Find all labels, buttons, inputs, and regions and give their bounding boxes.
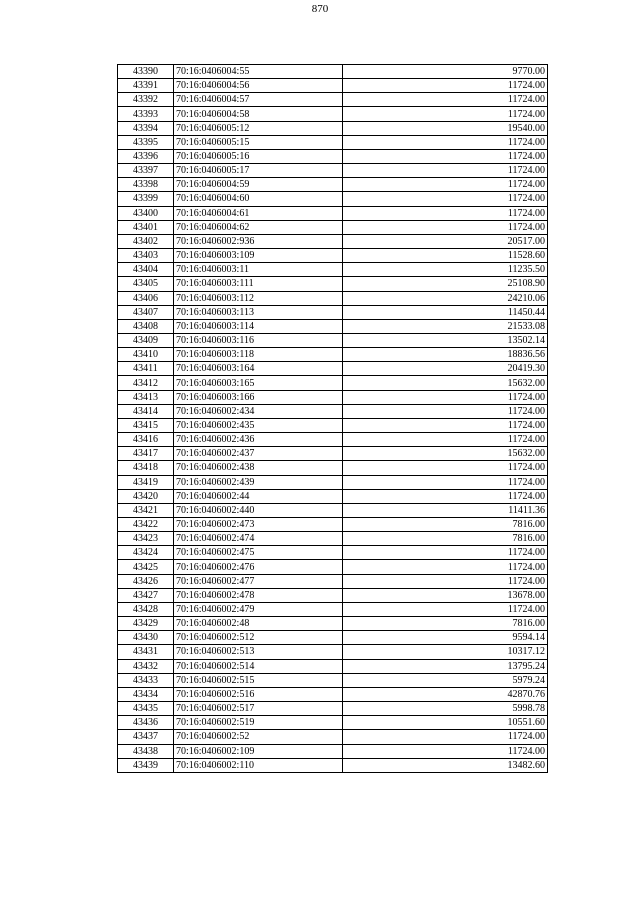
cadastral-number-cell: 70:16:0406003:166 <box>174 390 343 404</box>
value-cell: 11724.00 <box>343 461 548 475</box>
row-number-cell: 43410 <box>118 348 174 362</box>
value-cell: 15632.00 <box>343 447 548 461</box>
row-number-cell: 43439 <box>118 758 174 772</box>
row-number-cell: 43405 <box>118 277 174 291</box>
value-cell: 11724.00 <box>343 192 548 206</box>
value-cell: 10317.12 <box>343 645 548 659</box>
row-number-cell: 43429 <box>118 617 174 631</box>
cadastral-number-cell: 70:16:0406003:164 <box>174 362 343 376</box>
value-cell: 11724.00 <box>343 546 548 560</box>
table-row <box>118 560 548 574</box>
cadastral-number-cell: 70:16:0406002:110 <box>174 758 343 772</box>
cadastral-number-cell: 70:16:0406002:440 <box>174 503 343 517</box>
value-cell: 24210.06 <box>343 291 548 305</box>
row-number-cell: 43397 <box>118 164 174 178</box>
value-cell: 11411.36 <box>343 503 548 517</box>
table-row <box>118 93 548 107</box>
value-cell: 11724.00 <box>343 560 548 574</box>
value-cell: 11528.60 <box>343 249 548 263</box>
cadastral-number-cell: 70:16:0406002:516 <box>174 687 343 701</box>
value-cell: 11724.00 <box>343 404 548 418</box>
cadastral-number-cell: 70:16:0406004:57 <box>174 93 343 107</box>
row-number-cell: 43398 <box>118 178 174 192</box>
cadastral-number-cell: 70:16:0406003:116 <box>174 333 343 347</box>
row-number-cell: 43408 <box>118 319 174 333</box>
cadastral-number-cell: 70:16:0406002:936 <box>174 234 343 248</box>
value-cell: 11450.44 <box>343 305 548 319</box>
cadastral-number-cell: 70:16:0406004:56 <box>174 79 343 93</box>
cadastral-number-cell: 70:16:0406002:109 <box>174 744 343 758</box>
table-row <box>118 645 548 659</box>
row-number-cell: 43393 <box>118 107 174 121</box>
row-number-cell: 43425 <box>118 560 174 574</box>
table-row <box>118 291 548 305</box>
cadastral-number-cell: 70:16:0406003:112 <box>174 291 343 305</box>
cadastral-number-cell: 70:16:0406002:435 <box>174 418 343 432</box>
table-row <box>118 79 548 93</box>
cadastral-number-cell: 70:16:0406003:109 <box>174 249 343 263</box>
row-number-cell: 43432 <box>118 659 174 673</box>
row-number-cell: 43431 <box>118 645 174 659</box>
value-cell: 7816.00 <box>343 532 548 546</box>
value-cell: 11724.00 <box>343 433 548 447</box>
row-number-cell: 43415 <box>118 418 174 432</box>
table-row <box>118 702 548 716</box>
table-row <box>118 178 548 192</box>
table-row <box>118 631 548 645</box>
cadastral-number-cell: 70:16:0406003:113 <box>174 305 343 319</box>
cadastral-number-cell: 70:16:0406004:62 <box>174 220 343 234</box>
cadastral-number-cell: 70:16:0406002:478 <box>174 588 343 602</box>
cadastral-number-cell: 70:16:0406003:114 <box>174 319 343 333</box>
cadastral-number-cell: 70:16:0406004:55 <box>174 65 343 79</box>
cadastral-number-cell: 70:16:0406002:479 <box>174 602 343 616</box>
table-row <box>118 617 548 631</box>
value-cell: 9594.14 <box>343 631 548 645</box>
table-row <box>118 362 548 376</box>
cadastral-number-cell: 70:16:0406002:44 <box>174 489 343 503</box>
row-number-cell: 43418 <box>118 461 174 475</box>
value-cell: 11724.00 <box>343 164 548 178</box>
table-row <box>118 687 548 701</box>
cadastral-number-cell: 70:16:0406002:436 <box>174 433 343 447</box>
cadastral-number-cell: 70:16:0406002:513 <box>174 645 343 659</box>
value-cell: 25108.90 <box>343 277 548 291</box>
value-cell: 9770.00 <box>343 65 548 79</box>
cadastral-number-cell: 70:16:0406002:438 <box>174 461 343 475</box>
row-number-cell: 43436 <box>118 716 174 730</box>
cadastral-value-table <box>117 64 548 773</box>
row-number-cell: 43411 <box>118 362 174 376</box>
table-row <box>118 107 548 121</box>
value-cell: 20517.00 <box>343 234 548 248</box>
cadastral-number-cell: 70:16:0406002:512 <box>174 631 343 645</box>
value-cell: 20419.30 <box>343 362 548 376</box>
row-number-cell: 43412 <box>118 376 174 390</box>
table-row <box>118 249 548 263</box>
cadastral-number-cell: 70:16:0406005:17 <box>174 164 343 178</box>
table-row <box>118 206 548 220</box>
cadastral-number-cell: 70:16:0406002:473 <box>174 518 343 532</box>
value-cell: 11724.00 <box>343 107 548 121</box>
table-row <box>118 390 548 404</box>
table-row <box>118 121 548 135</box>
value-cell: 42870.76 <box>343 687 548 701</box>
table-row <box>118 149 548 163</box>
table-row <box>118 716 548 730</box>
value-cell: 11724.00 <box>343 149 548 163</box>
row-number-cell: 43394 <box>118 121 174 135</box>
page-number: 870 <box>311 3 329 15</box>
row-number-cell: 43416 <box>118 433 174 447</box>
row-number-cell: 43404 <box>118 263 174 277</box>
cadastral-number-cell: 70:16:0406002:514 <box>174 659 343 673</box>
value-cell: 5979.24 <box>343 673 548 687</box>
cadastral-number-cell: 70:16:0406005:16 <box>174 149 343 163</box>
table-row <box>118 673 548 687</box>
value-cell: 11724.00 <box>343 390 548 404</box>
row-number-cell: 43413 <box>118 390 174 404</box>
row-number-cell: 43396 <box>118 149 174 163</box>
row-number-cell: 43426 <box>118 574 174 588</box>
row-number-cell: 43407 <box>118 305 174 319</box>
cadastral-number-cell: 70:16:0406002:519 <box>174 716 343 730</box>
cadastral-number-cell: 70:16:0406002:434 <box>174 404 343 418</box>
table-row <box>118 489 548 503</box>
table-row <box>118 659 548 673</box>
table-body <box>118 65 548 773</box>
cadastral-number-cell: 70:16:0406002:477 <box>174 574 343 588</box>
row-number-cell: 43419 <box>118 475 174 489</box>
row-number-cell: 43417 <box>118 447 174 461</box>
value-cell: 13482.60 <box>343 758 548 772</box>
value-cell: 13502.14 <box>343 333 548 347</box>
table-row <box>118 135 548 149</box>
cadastral-number-cell: 70:16:0406002:475 <box>174 546 343 560</box>
value-cell: 15632.00 <box>343 376 548 390</box>
value-cell: 11724.00 <box>343 418 548 432</box>
cadastral-number-cell: 70:16:0406002:437 <box>174 447 343 461</box>
row-number-cell: 43437 <box>118 730 174 744</box>
table-row <box>118 305 548 319</box>
row-number-cell: 43401 <box>118 220 174 234</box>
cadastral-number-cell: 70:16:0406002:48 <box>174 617 343 631</box>
table-row <box>118 164 548 178</box>
table-row <box>118 461 548 475</box>
row-number-cell: 43434 <box>118 687 174 701</box>
cadastral-number-cell: 70:16:0406002:517 <box>174 702 343 716</box>
value-cell: 7816.00 <box>343 518 548 532</box>
cadastral-number-cell: 70:16:0406002:476 <box>174 560 343 574</box>
row-number-cell: 43420 <box>118 489 174 503</box>
row-number-cell: 43391 <box>118 79 174 93</box>
cadastral-number-cell: 70:16:0406003:118 <box>174 348 343 362</box>
table-row <box>118 433 548 447</box>
table-row <box>118 333 548 347</box>
table-row <box>118 277 548 291</box>
table-row <box>118 758 548 772</box>
cadastral-number-cell: 70:16:0406005:15 <box>174 135 343 149</box>
value-cell: 21533.08 <box>343 319 548 333</box>
row-number-cell: 43395 <box>118 135 174 149</box>
value-cell: 11724.00 <box>343 475 548 489</box>
row-number-cell: 43438 <box>118 744 174 758</box>
table-row <box>118 447 548 461</box>
table-row <box>118 418 548 432</box>
table-row <box>118 404 548 418</box>
row-number-cell: 43392 <box>118 93 174 107</box>
value-cell: 11724.00 <box>343 79 548 93</box>
row-number-cell: 43428 <box>118 602 174 616</box>
table-row <box>118 65 548 79</box>
table-row <box>118 376 548 390</box>
row-number-cell: 43427 <box>118 588 174 602</box>
value-cell: 11724.00 <box>343 135 548 149</box>
table-row <box>118 546 548 560</box>
value-cell: 5998.78 <box>343 702 548 716</box>
value-cell: 19540.00 <box>343 121 548 135</box>
row-number-cell: 43424 <box>118 546 174 560</box>
value-cell: 13678.00 <box>343 588 548 602</box>
cadastral-number-cell: 70:16:0406002:474 <box>174 532 343 546</box>
row-number-cell: 43430 <box>118 631 174 645</box>
value-cell: 11724.00 <box>343 178 548 192</box>
row-number-cell: 43390 <box>118 65 174 79</box>
table-row <box>118 263 548 277</box>
row-number-cell: 43435 <box>118 702 174 716</box>
value-cell: 11724.00 <box>343 489 548 503</box>
value-cell: 11724.00 <box>343 730 548 744</box>
table-row <box>118 220 548 234</box>
table-row <box>118 744 548 758</box>
table-row <box>118 574 548 588</box>
value-cell: 11724.00 <box>343 574 548 588</box>
value-cell: 18836.56 <box>343 348 548 362</box>
cadastral-number-cell: 70:16:0406002:515 <box>174 673 343 687</box>
row-number-cell: 43423 <box>118 532 174 546</box>
value-cell: 11724.00 <box>343 93 548 107</box>
cadastral-number-cell: 70:16:0406004:60 <box>174 192 343 206</box>
row-number-cell: 43406 <box>118 291 174 305</box>
table-row <box>118 475 548 489</box>
cadastral-number-cell: 70:16:0406002:439 <box>174 475 343 489</box>
table-row <box>118 730 548 744</box>
row-number-cell: 43402 <box>118 234 174 248</box>
table-row <box>118 319 548 333</box>
cadastral-number-cell: 70:16:0406003:111 <box>174 277 343 291</box>
table-row <box>118 348 548 362</box>
cadastral-number-cell: 70:16:0406003:165 <box>174 376 343 390</box>
row-number-cell: 43421 <box>118 503 174 517</box>
row-number-cell: 43399 <box>118 192 174 206</box>
table-row <box>118 602 548 616</box>
value-cell: 11724.00 <box>343 744 548 758</box>
row-number-cell: 43422 <box>118 518 174 532</box>
value-cell: 11724.00 <box>343 206 548 220</box>
value-cell: 10551.60 <box>343 716 548 730</box>
value-cell: 7816.00 <box>343 617 548 631</box>
cadastral-number-cell: 70:16:0406004:58 <box>174 107 343 121</box>
value-cell: 11235.50 <box>343 263 548 277</box>
value-cell: 11724.00 <box>343 602 548 616</box>
table-row <box>118 518 548 532</box>
cadastral-number-cell: 70:16:0406004:61 <box>174 206 343 220</box>
row-number-cell: 43403 <box>118 249 174 263</box>
row-number-cell: 43433 <box>118 673 174 687</box>
table-row <box>118 234 548 248</box>
table-row <box>118 588 548 602</box>
value-cell: 13795.24 <box>343 659 548 673</box>
cadastral-number-cell: 70:16:0406002:52 <box>174 730 343 744</box>
row-number-cell: 43400 <box>118 206 174 220</box>
table-row <box>118 532 548 546</box>
row-number-cell: 43414 <box>118 404 174 418</box>
table-row <box>118 503 548 517</box>
table-row <box>118 192 548 206</box>
cadastral-number-cell: 70:16:0406003:11 <box>174 263 343 277</box>
cadastral-number-cell: 70:16:0406004:59 <box>174 178 343 192</box>
cadastral-number-cell: 70:16:0406005:12 <box>174 121 343 135</box>
value-cell: 11724.00 <box>343 220 548 234</box>
row-number-cell: 43409 <box>118 333 174 347</box>
